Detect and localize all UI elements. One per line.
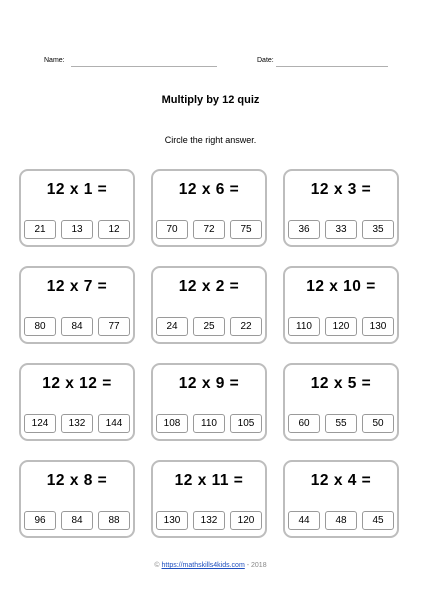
answer-option[interactable]: 45 — [362, 511, 394, 530]
answer-option[interactable]: 24 — [156, 317, 188, 336]
website-link[interactable]: https://mathskills4kids.com — [161, 562, 245, 569]
question-text: 12 x 11 = — [174, 472, 244, 489]
quiz-card — [283, 460, 399, 538]
answer-option[interactable]: 80 — [24, 317, 56, 336]
question-text: 12 x 7 = — [46, 278, 108, 295]
answer-option[interactable]: 96 — [24, 511, 56, 530]
footer — [0, 562, 421, 569]
answer-option[interactable]: 108 — [156, 414, 188, 433]
answer-option[interactable]: 33 — [325, 220, 357, 239]
question-text: 12 x 12 = — [42, 375, 112, 392]
name-label: Name: — [44, 57, 65, 64]
answer-option[interactable]: 88 — [98, 511, 130, 530]
answer-options — [24, 317, 130, 336]
answer-option[interactable]: 35 — [362, 220, 394, 239]
answer-option[interactable]: 120 — [325, 317, 357, 336]
question-text: 12 x 4 = — [310, 472, 372, 489]
page-title: Multiply by 12 quiz — [161, 94, 260, 106]
quiz-card — [19, 460, 135, 538]
answer-options — [288, 317, 394, 336]
answer-option[interactable]: 84 — [61, 511, 93, 530]
answer-option[interactable]: 21 — [24, 220, 56, 239]
answer-options — [24, 511, 130, 530]
answer-options — [156, 317, 262, 336]
question-text: 12 x 2 = — [178, 278, 240, 295]
question-text: 12 x 1 = — [46, 181, 108, 198]
quiz-card — [151, 460, 267, 538]
answer-options — [24, 414, 130, 433]
quiz-card — [283, 169, 399, 247]
answer-option[interactable]: 130 — [156, 511, 188, 530]
question-text: 12 x 5 = — [310, 375, 372, 392]
question-text: 12 x 10 = — [306, 278, 376, 295]
answer-option[interactable]: 55 — [325, 414, 357, 433]
quiz-card — [283, 363, 399, 441]
instructions: Circle the right answer. — [164, 135, 257, 145]
answer-option[interactable]: 144 — [98, 414, 130, 433]
question-text: 12 x 3 = — [310, 181, 372, 198]
answer-options — [288, 414, 394, 433]
answer-options — [288, 511, 394, 530]
answer-option[interactable]: 13 — [61, 220, 93, 239]
quiz-card — [19, 363, 135, 441]
answer-option[interactable]: 110 — [288, 317, 320, 336]
answer-option[interactable]: 120 — [230, 511, 262, 530]
answer-option[interactable]: 132 — [61, 414, 93, 433]
answer-option[interactable]: 22 — [230, 317, 262, 336]
answer-options — [24, 220, 130, 239]
answer-options — [288, 220, 394, 239]
quiz-card — [151, 363, 267, 441]
quiz-card — [19, 266, 135, 344]
answer-option[interactable]: 130 — [362, 317, 394, 336]
answer-option[interactable]: 84 — [61, 317, 93, 336]
question-text: 12 x 6 = — [178, 181, 240, 198]
quiz-card — [19, 169, 135, 247]
answer-option[interactable]: 70 — [156, 220, 188, 239]
answer-option[interactable]: 50 — [362, 414, 394, 433]
footer-year: - 2018 — [246, 562, 267, 569]
answer-option[interactable]: 12 — [98, 220, 130, 239]
answer-option[interactable]: 110 — [193, 414, 225, 433]
answer-option[interactable]: 72 — [193, 220, 225, 239]
answer-options — [156, 511, 262, 530]
answer-option[interactable]: 25 — [193, 317, 225, 336]
copyright-symbol: © — [154, 562, 160, 569]
answer-option[interactable]: 124 — [24, 414, 56, 433]
question-text: 12 x 8 = — [46, 472, 108, 489]
quiz-card — [283, 266, 399, 344]
answer-options — [156, 414, 262, 433]
answer-option[interactable]: 36 — [288, 220, 320, 239]
answer-option[interactable]: 60 — [288, 414, 320, 433]
answer-option[interactable]: 48 — [325, 511, 357, 530]
question-text: 12 x 9 = — [178, 375, 240, 392]
answer-option[interactable]: 132 — [193, 511, 225, 530]
quiz-card — [151, 169, 267, 247]
answer-options — [156, 220, 262, 239]
answer-option[interactable]: 75 — [230, 220, 262, 239]
quiz-card — [151, 266, 267, 344]
answer-option[interactable]: 105 — [230, 414, 262, 433]
answer-option[interactable]: 44 — [288, 511, 320, 530]
answer-option[interactable]: 77 — [98, 317, 130, 336]
name-field[interactable] — [71, 66, 217, 67]
date-label: Date: — [257, 57, 274, 64]
date-field[interactable] — [276, 66, 388, 67]
